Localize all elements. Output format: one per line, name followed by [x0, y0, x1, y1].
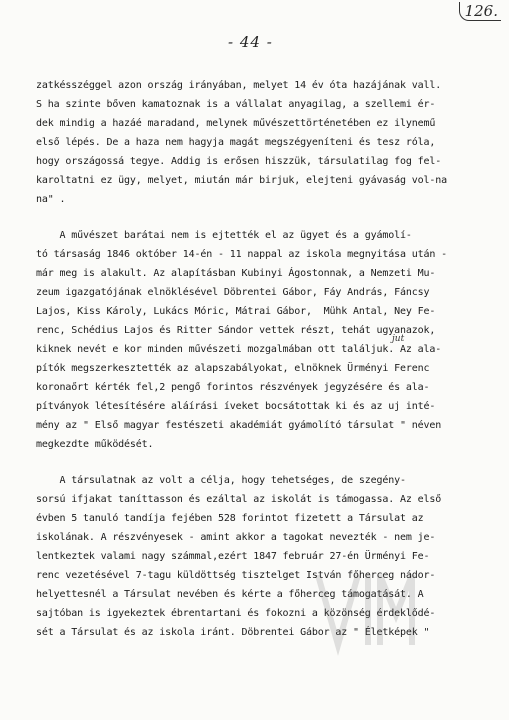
body-line: már meg is alakult. Az alapításban Kubinyi Ágostonnak, a Nemzeti Mu-: [36, 268, 436, 279]
body-line: tó társaság 1846 október 14-én - 11 nappal az iskola megnyitása után -: [36, 249, 447, 260]
body-line: koronaőrt kérték fel,2 pengő forintos részvények jegyzésére és ala-: [36, 382, 430, 393]
body-line: sét a Társulat és az iskola iránt. Döbrentei Gábor az " Életképek ": [36, 627, 430, 638]
body-line: évben 5 tanuló tandíja fejében 528 forintot fizetett a Társulat az: [36, 513, 424, 524]
margin-note: jut: [392, 334, 405, 344]
body-line: dek mindig a hazáé maradand, melynek művészettörténetében ez ilynemű: [36, 118, 436, 129]
body-line: első lépés. De a haza nem hagyja magát megszégyeníteni és tesz róla,: [36, 137, 436, 148]
body-line: megkezdte működését.: [36, 439, 154, 450]
body-line: iskolának. A részvényesek - amint akkor a tagokat nevezték - nem je-: [36, 532, 436, 543]
body-line: sorsú ifjakat taníttasson és ezáltal az iskolát is támogassa. Az első: [36, 494, 442, 505]
body-line: pítványok létesítésére aláírási íveket bocsátottak ki és az uj inté-: [36, 401, 436, 412]
body-line: kiknek nevét e kor minden művészeti mozgalmában ott találjuk. Az ala-: [36, 344, 442, 355]
body-line: hogy országossá tegye. Addig is erősen hiszzük, társulatilag fog fel-: [36, 156, 442, 167]
body-line: sajtóban is igyekeztek ébrentartani és fokozni a közönség érdeklődé-: [36, 608, 436, 619]
body-line: A társulatnak az volt a célja, hogy tehetséges, de szegény-: [36, 475, 406, 486]
body-line: S ha szinte bőven kamatoznak is a vállalat anyagilag, a szellemi ér-: [36, 99, 436, 110]
archive-number: 126.: [459, 2, 501, 21]
watermark-icon: [310, 555, 420, 665]
body-line: na" .: [36, 194, 66, 205]
body-line: zatkésszéggel azon ország irányában, melyet 14 év óta hazájának vall.: [36, 80, 442, 91]
body-line: karoltatni ez ügy, melyet, miután már birjuk, elejteni gyávaság vol-na: [36, 175, 447, 186]
body-line: pítók megszerkesztették az alapszabályokat, elnöknek Ürményi Ferenc: [36, 363, 430, 374]
body-line: renc, Schédius Lajos és Ritter Sándor vettek részt, tehát ugyanazok,: [36, 325, 436, 336]
body-line: renc vezetésével 7-tagu küldöttség tisztelget István főherceg nádor-: [36, 570, 436, 581]
body-line: mény az " Első magyar festészeti akadémiát gyámolító társulat " néven: [36, 420, 442, 431]
body-line: helyettesnél a Társulat nevében és kérte a főherceg támogatását. A: [36, 589, 424, 600]
page-number: - 44 -: [228, 33, 273, 51]
body-line: lentkeztek valami nagy számmal,ezért 1847 február 27-én Ürményi Fe-: [36, 551, 430, 562]
body-line: Lajos, Kiss Károly, Lukács Móric, Mátrai Gábor, Mühk Antal, Ney Fe-: [36, 306, 436, 317]
body-line: A művészet barátai nem is ejtették el az ügyet és a gyámolí-: [36, 230, 412, 241]
body-line: zeum igazgatójának elnöklésével Döbrentei Gábor, Fáy András, Fáncsy: [36, 287, 430, 298]
